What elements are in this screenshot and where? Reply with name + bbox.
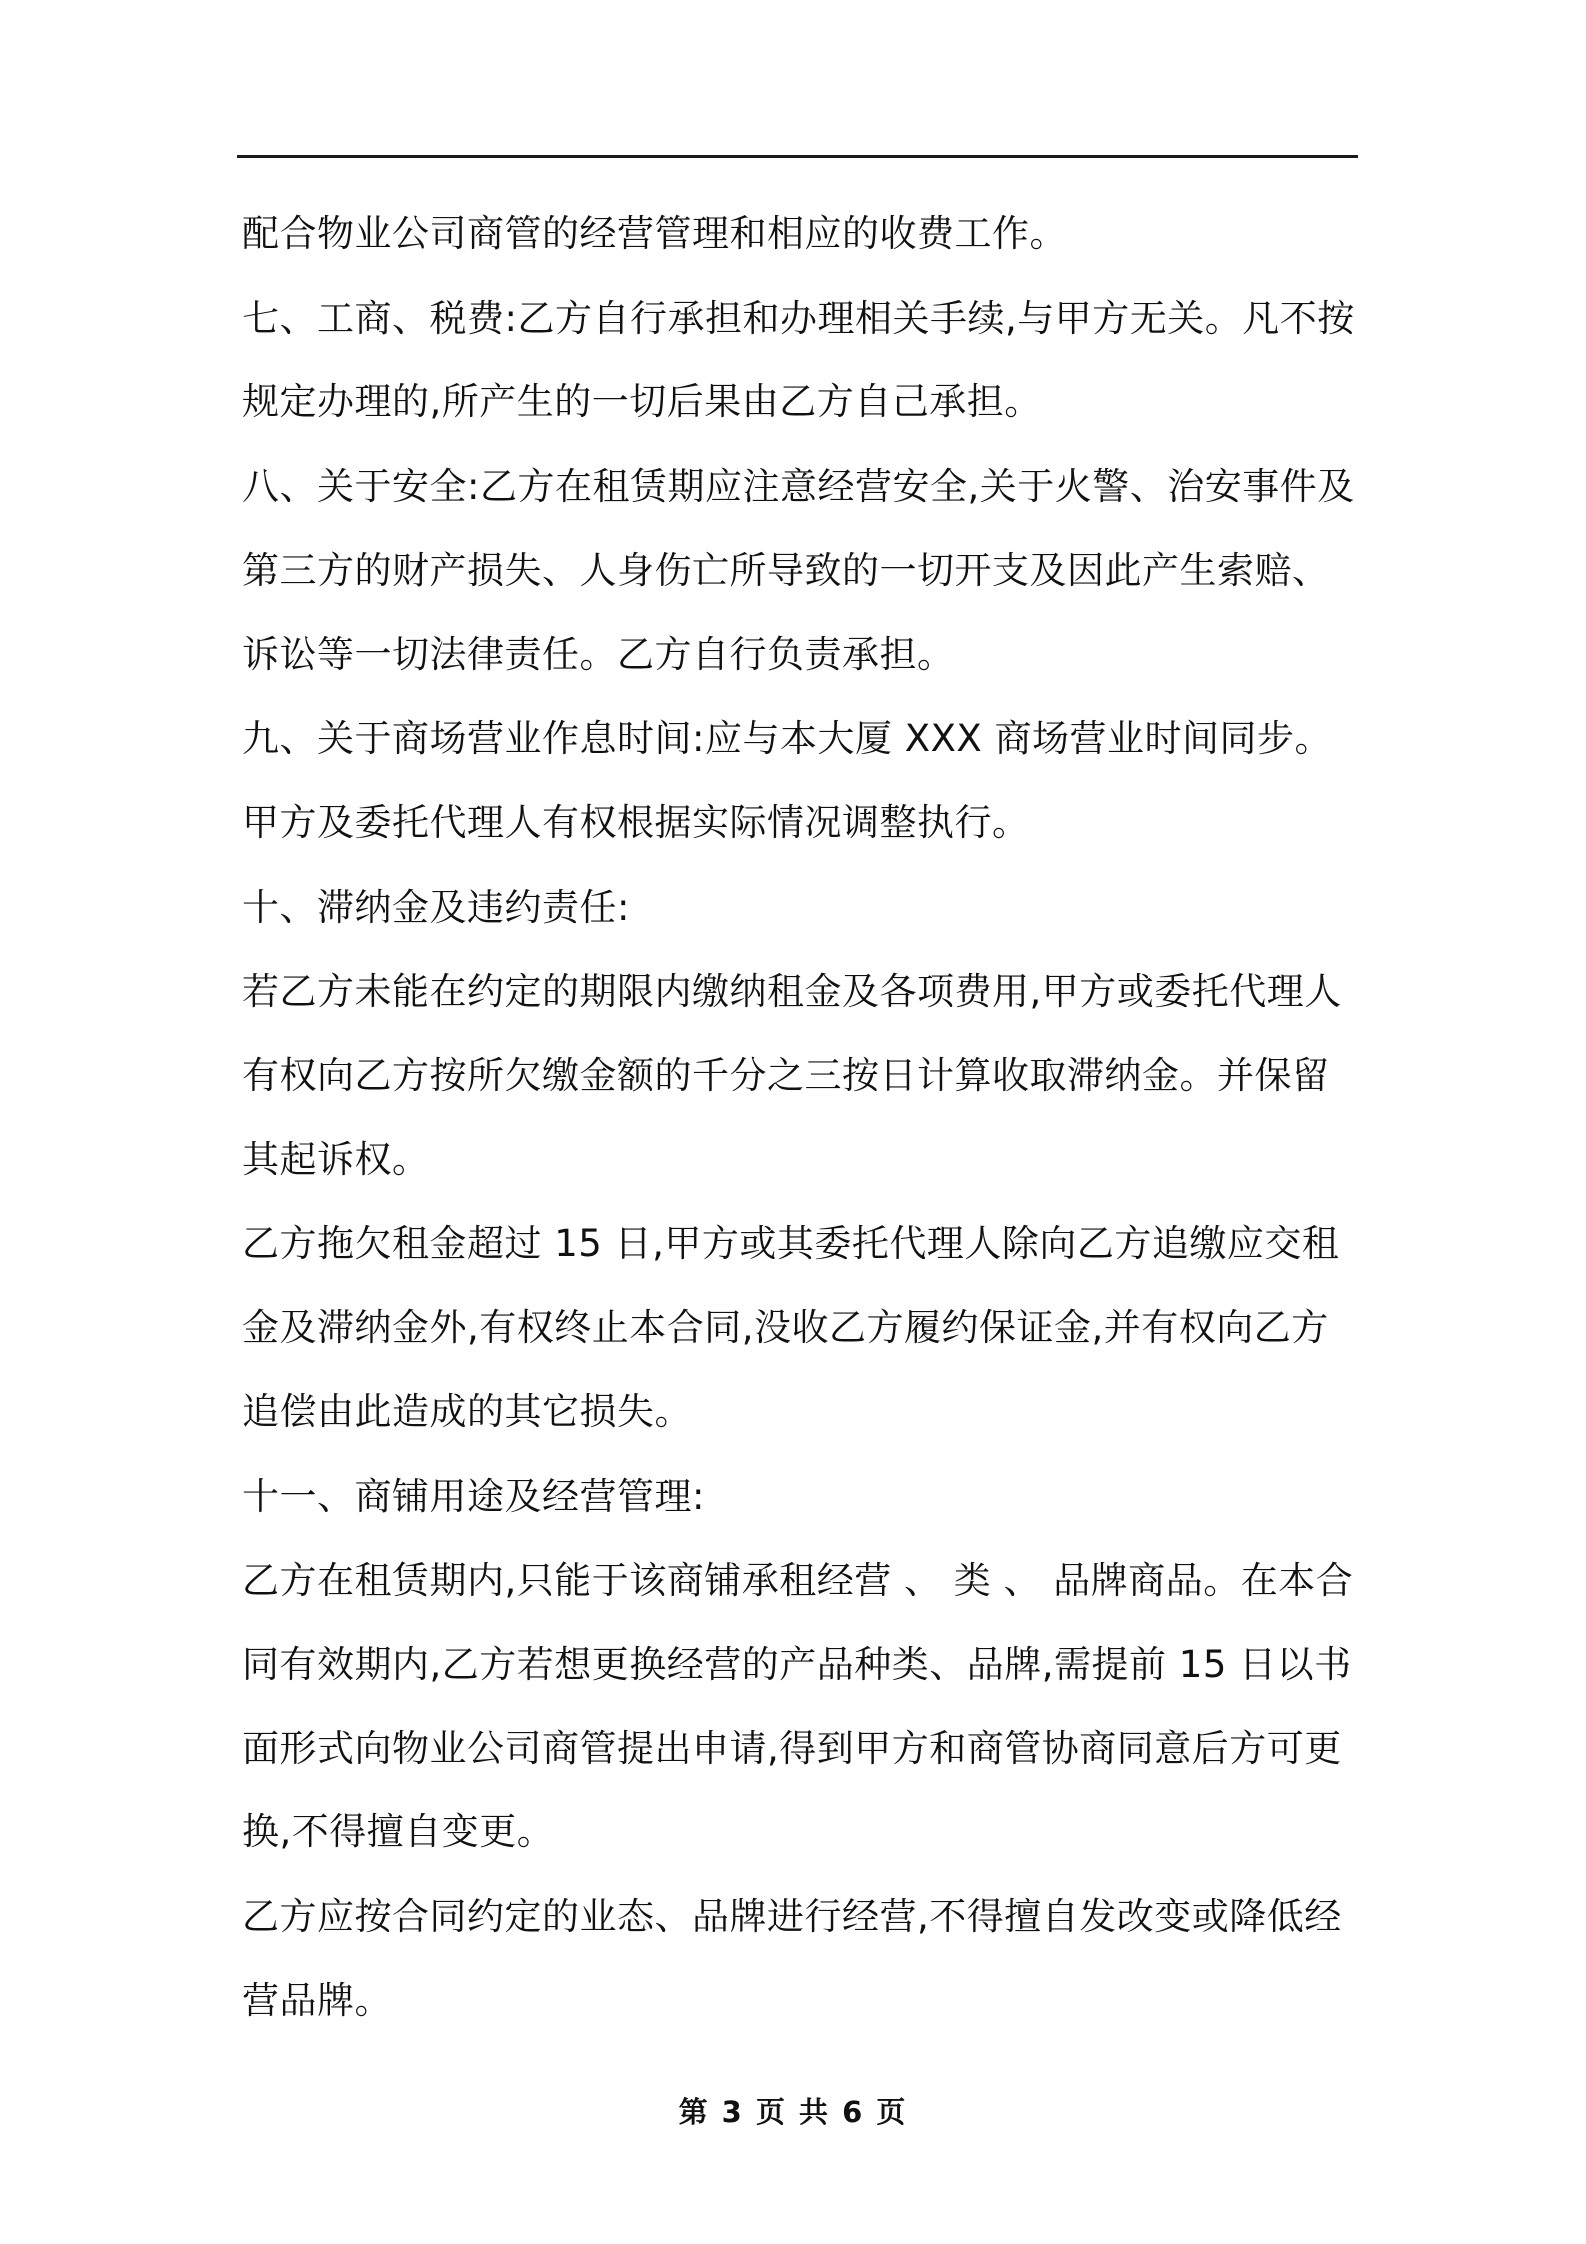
paragraph-clause-7-tax: 七、工商、税费:乙方自行承担和办理相关手续,与甲方无关。凡不按规定办理的,所产生的一切后果由乙方自己承担。 xyxy=(242,296,1355,424)
paragraph-continuation: 配合物业公司商管的经营管理和相应的收费工作。 xyxy=(242,212,1067,255)
paragraph-clause-8-safety: 八、关于安全:乙方在租赁期应注意经营安全,关于火警、治安事件及第三方的财产损失、人身伤亡所导致的一切开支及因此产生索赔、诉讼等一切法律责任。乙方自行负责承担。 xyxy=(242,465,1355,676)
page-number: 第 3 页 共 6 页 xyxy=(678,2095,908,2129)
paragraph-rent-arrears: 乙方拖欠租金超过 15 日,甲方或其委托代理人除向乙方追缴应交租金及滞纳金外,有权终止本合同,没收乙方履约保证金,并有权向乙方追偿由此造成的其它损失。 xyxy=(242,1222,1340,1433)
document-body xyxy=(242,192,1357,2043)
paragraph-shop-usage: 乙方在租赁期内,只能于该商铺承租经营 、 类 、 品牌商品。在本合同有效期内,乙方若想更换经营的产品种类、品牌,需提前 15 日以书面形式向物业公司商管提出申请,得到甲方和商管协商同意后方可更换,不得擅自变更。 xyxy=(242,1559,1354,1854)
paragraph-clause-9-hours: 九、关于商场营业作息时间:应与本大厦 XXX 商场营业时间同步。甲方及委托代理人有权根据实际情况调整执行。 xyxy=(242,717,1333,844)
header-rule xyxy=(237,155,1358,158)
paragraph-clause-11-heading: 十一、商铺用途及经营管理: xyxy=(242,1474,705,1518)
paragraph-late-fee: 若乙方未能在约定的期限内缴纳租金及各项费用,甲方或委托代理人有权向乙方按所欠缴金额的千分之三按日计算收取滞纳金。并保留其起诉权。 xyxy=(242,970,1342,1181)
paragraph-clause-10-heading: 十、滞纳金及违约责任: xyxy=(242,885,630,929)
paragraph-brand-operation: 乙方应按合同约定的业态、品牌进行经营,不得擅自发改变或降低经营品牌。 xyxy=(242,1895,1342,2022)
